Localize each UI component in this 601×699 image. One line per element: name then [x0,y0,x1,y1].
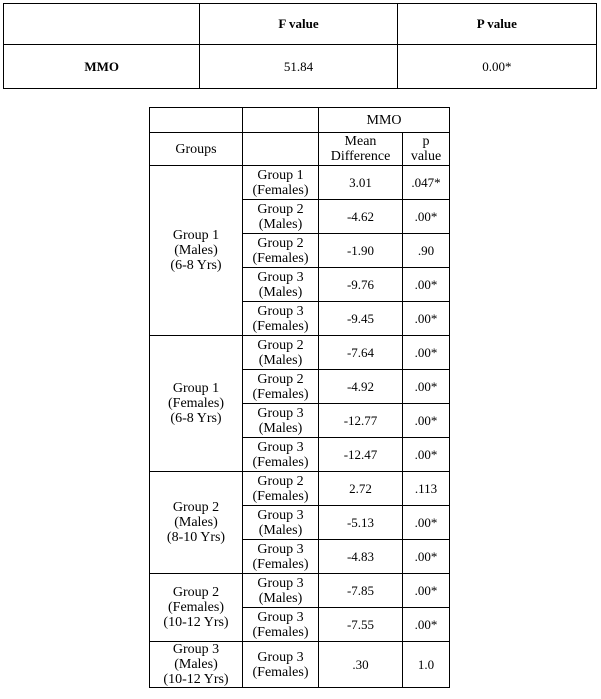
anova-f-value: 51.84 [200,45,397,89]
comparison-label-line: Group 2 [257,201,304,217]
p-value-cell: .00* [403,200,450,234]
p-value-header [403,133,450,166]
comparison-label-line: Group 3 [257,507,304,523]
mean-header-line-1: Mean [344,134,377,149]
mmo-header: MMO [319,108,450,133]
group-label-line: Group 2 [172,500,220,515]
comparison-label-line: (Females) [252,454,309,470]
header-empty-1 [150,108,243,133]
p-value-cell: .00* [403,268,450,302]
group-label-line: (10-12 Yrs) [163,615,229,630]
mean-difference-cell: 2.72 [319,472,403,506]
comparison-group-cell [243,438,319,472]
p-value-cell: .00* [403,540,450,574]
group-label-line: (Females) [168,396,224,411]
comparison-label-line: (Females) [252,664,309,680]
comparison-label-line: Group 2 [257,473,304,489]
mean-difference-cell: -12.77 [319,404,403,438]
anova-p-value: 0.00* [397,45,596,89]
comparison-label-line: (Males) [258,284,303,300]
comparison-label-line: (Females) [252,318,309,334]
mean-difference-cell: 3.01 [319,166,403,200]
comparison-group-cell [243,370,319,404]
p-value-cell: .047* [403,166,450,200]
table-row [150,642,450,688]
group-label-line: Group 3 [172,642,220,657]
group-label-line: (6-8 Yrs) [170,258,222,273]
comparison-label-line: Group 2 [257,337,304,353]
comparison-label-line: Group 3 [257,405,304,421]
comparison-label-line: (Females) [252,182,309,198]
p-value-cell: .00* [403,404,450,438]
posthoc-header-row-2 [150,133,450,166]
comparison-group-cell [243,506,319,540]
group-label-line: (Males) [174,515,218,530]
comparison-label-line: (Females) [252,488,309,504]
comparison-label-line: (Females) [252,250,309,266]
table-row [150,472,450,506]
comparison-group-cell [243,234,319,268]
header-empty-3 [243,133,319,166]
group-cell [150,642,243,688]
comparison-group-cell [243,608,319,642]
group-label-line: (10-12 Yrs) [163,672,229,687]
anova-header-p: P value [397,4,596,45]
comparison-label-line: (Males) [258,522,303,538]
group-cell [150,166,243,336]
anova-header-row [4,4,597,45]
comparison-group-cell [243,336,319,370]
comparison-label-line: Group 3 [257,303,304,319]
p-value-cell: .00* [403,302,450,336]
p-value-cell: 1.0 [403,642,450,688]
anova-row-mmo [4,45,597,89]
comparison-label-line: (Females) [252,386,309,402]
comparison-label-line: (Males) [258,216,303,232]
table-row [150,166,450,200]
comparison-label-line: Group 3 [257,269,304,285]
comparison-label-line: Group 1 [257,167,304,183]
comparison-group-cell [243,166,319,200]
table-row [150,336,450,370]
group-label-line: (6-8 Yrs) [170,411,222,426]
comparison-label-line: Group 3 [257,541,304,557]
posthoc-header-row-1 [150,108,450,133]
mean-header-line-2: Difference [330,149,391,164]
mean-difference-cell: -1.90 [319,234,403,268]
mean-difference-cell: -9.45 [319,302,403,336]
mean-difference-cell: -7.64 [319,336,403,370]
mean-difference-cell: -7.85 [319,574,403,608]
group-cell [150,574,243,642]
header-empty-2 [243,108,319,133]
comparison-label-line: Group 3 [257,575,304,591]
p-value-cell: .90 [403,234,450,268]
comparison-label-line: Group 3 [257,649,304,665]
comparison-label-line: Group 3 [257,439,304,455]
p-header-line-2: value [410,149,442,164]
comparison-group-cell [243,472,319,506]
comparison-label-line: Group 2 [257,235,304,251]
mean-difference-cell: -5.13 [319,506,403,540]
groups-header: Groups [150,133,243,166]
p-value-cell: .00* [403,506,450,540]
comparison-label-line: (Females) [252,624,309,640]
anova-header-empty [4,4,200,45]
mean-difference-cell: -9.76 [319,268,403,302]
comparison-group-cell [243,642,319,688]
comparison-group-cell [243,200,319,234]
group-cell [150,472,243,574]
p-value-cell: .00* [403,574,450,608]
group-label-line: (Males) [174,243,218,258]
p-header-line-1: p [422,134,430,149]
comparison-label-line: (Males) [258,420,303,436]
p-value-cell: .00* [403,438,450,472]
mean-difference-cell: -4.92 [319,370,403,404]
comparison-label-line: (Males) [258,352,303,368]
mean-difference-cell: -7.55 [319,608,403,642]
comparison-group-cell [243,574,319,608]
anova-header-f: F value [200,4,397,45]
comparison-label-line: Group 3 [257,609,304,625]
comparison-group-cell [243,404,319,438]
p-value-cell: .00* [403,370,450,404]
comparison-group-cell [243,302,319,336]
comparison-label-line: (Females) [252,556,309,572]
group-label-line: (Females) [168,600,224,615]
anova-row-label: MMO [4,45,200,89]
mean-difference-header [319,133,403,166]
comparison-label-line: (Males) [258,590,303,606]
group-label-line: Group 1 [172,381,220,396]
group-cell [150,336,243,472]
group-label-line: (Males) [174,657,218,672]
comparison-group-cell [243,540,319,574]
p-value-cell: .113 [403,472,450,506]
mean-difference-cell: -4.62 [319,200,403,234]
posthoc-table [149,107,450,688]
table-row [150,574,450,608]
comparison-label-line: Group 2 [257,371,304,387]
mean-difference-cell: .30 [319,642,403,688]
mean-difference-cell: -4.83 [319,540,403,574]
anova-table [3,3,597,89]
mean-difference-cell: -12.47 [319,438,403,472]
p-value-cell: .00* [403,608,450,642]
p-value-cell: .00* [403,336,450,370]
group-label-line: Group 2 [172,585,220,600]
group-label-line: Group 1 [172,228,220,243]
group-label-line: (8-10 Yrs) [166,530,226,545]
comparison-group-cell [243,268,319,302]
